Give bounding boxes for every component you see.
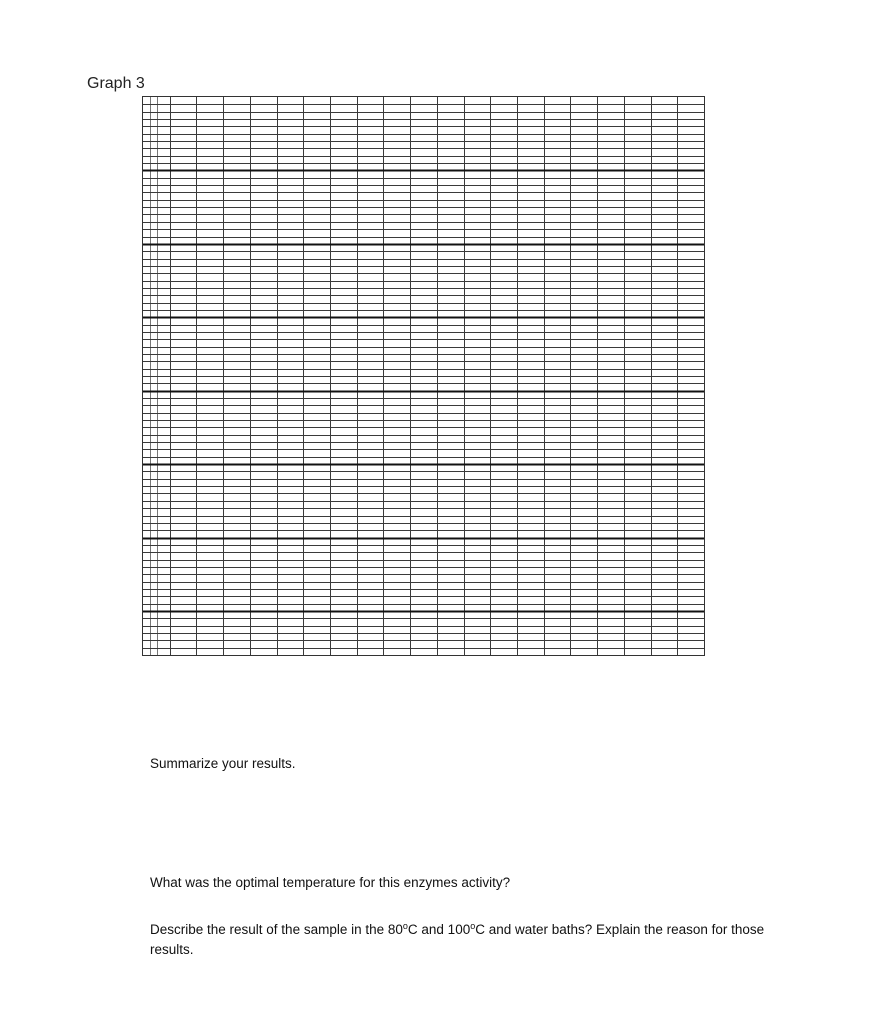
graph-grid (142, 96, 705, 656)
graph-grid-lines (143, 97, 704, 655)
describe-text-part3: C and water baths? Explain the reason for those results. (150, 922, 765, 957)
degree-symbol: o (470, 921, 476, 931)
describe-results-question (150, 920, 790, 960)
describe-text-part1: Describe the result of the sample in the 80 (150, 922, 403, 937)
degree-symbol: o (402, 921, 408, 931)
summarize-prompt: Summarize your results. (150, 756, 296, 771)
graph-title: Graph 3 (87, 75, 145, 92)
optimal-temperature-question: What was the optimal temperature for this enzymes activity? (150, 875, 511, 890)
describe-text-part2: C and 100 (407, 922, 471, 937)
